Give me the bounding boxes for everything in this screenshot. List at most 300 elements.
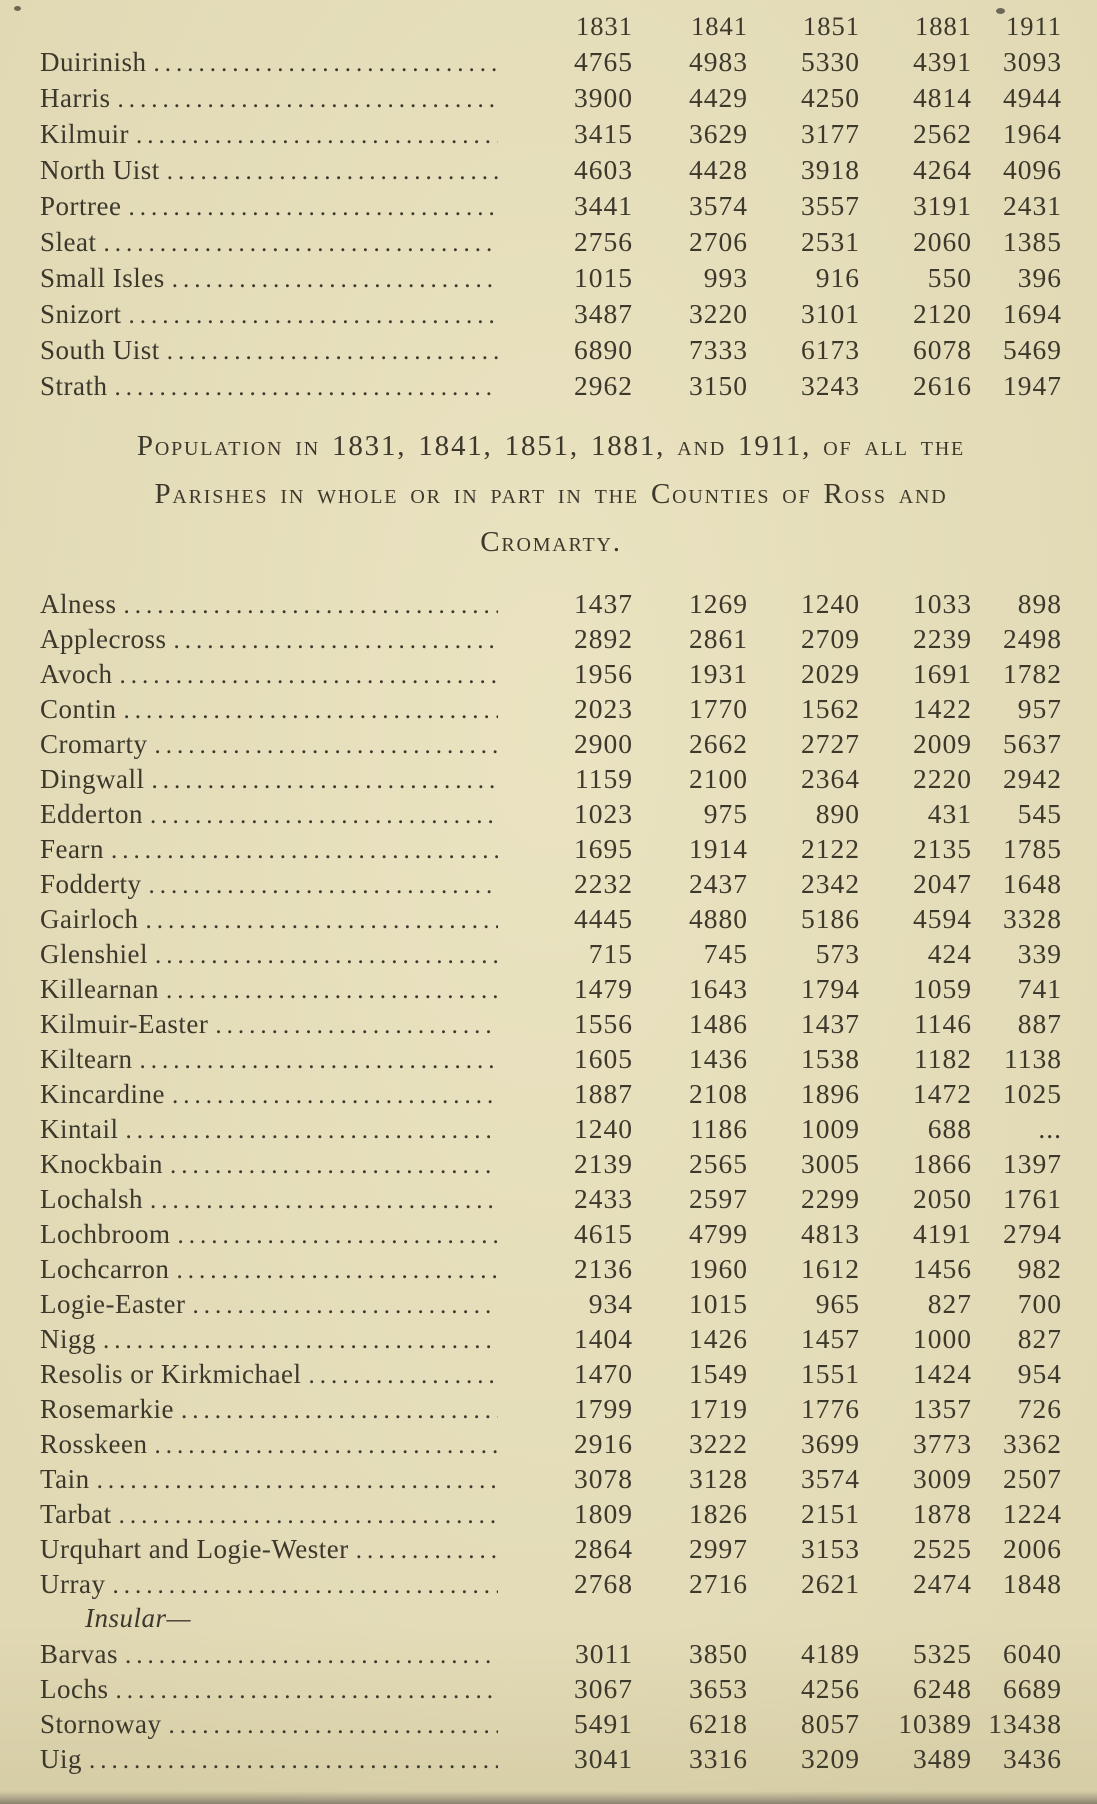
population-value: 4983 (689, 46, 748, 77)
population-value: 1182 (914, 1043, 972, 1074)
dot-leader (112, 657, 498, 693)
dot-leader (349, 1532, 498, 1568)
population-value: 396 (1017, 262, 1062, 293)
population-value: 3328 (1003, 903, 1062, 934)
parish-name-cell (40, 152, 498, 190)
dot-leader (110, 80, 498, 118)
population-value: 1470 (574, 1358, 633, 1389)
parish-name-cell (40, 1742, 498, 1778)
parish-name-cell (40, 1217, 498, 1253)
dot-leader (117, 587, 499, 623)
population-value: 1538 (801, 1043, 860, 1074)
dot-leader (97, 224, 499, 262)
parish-name-cell (40, 832, 498, 868)
population-value: 3005 (801, 1148, 860, 1179)
parish-name: Gairloch (40, 904, 139, 934)
parish-row (40, 691, 1062, 726)
parish-name: Alness (40, 589, 117, 619)
parish-row (40, 1741, 1062, 1776)
parish-name-cell (40, 1042, 498, 1078)
dot-leader (159, 972, 498, 1008)
population-value: 3850 (689, 1638, 748, 1669)
dot-leader (108, 368, 499, 406)
parish-name: Harris (40, 83, 111, 113)
parish-name: Sleat (40, 227, 97, 257)
dot-leader (143, 797, 498, 833)
population-value: 3209 (801, 1743, 860, 1774)
parish-name: Fodderty (40, 869, 142, 899)
population-value: 2050 (913, 1183, 972, 1214)
population-value: 916 (815, 262, 860, 293)
population-value: 6218 (689, 1708, 748, 1739)
parish-row (40, 1006, 1062, 1041)
population-value: 6173 (801, 334, 860, 365)
population-value: 3773 (913, 1428, 972, 1459)
dot-leader (163, 1147, 498, 1183)
parish-name: Nigg (40, 1324, 96, 1354)
population-value: 3041 (574, 1743, 633, 1774)
dot-leader (165, 260, 498, 298)
parish-row (40, 796, 1062, 831)
parish-name: Tarbat (40, 1499, 112, 1529)
year-column-header: 1851 (803, 11, 860, 41)
parish-name: Kintail (40, 1114, 119, 1144)
population-value: 3574 (689, 190, 748, 221)
population-value: 1025 (1003, 1078, 1062, 1109)
population-value: 982 (1017, 1253, 1062, 1284)
parish-name-cell (40, 727, 498, 763)
population-value: 545 (1017, 798, 1062, 829)
parish-row (40, 1146, 1062, 1181)
population-value: 3222 (689, 1428, 748, 1459)
population-value: 2916 (574, 1428, 633, 1459)
parish-row (40, 1391, 1062, 1426)
population-value: 6248 (913, 1673, 972, 1704)
population-value: 2562 (913, 118, 972, 149)
population-value: 2239 (913, 623, 972, 654)
population-value: 4189 (801, 1638, 860, 1669)
parish-name-cell (40, 797, 498, 833)
dot-leader (105, 1567, 498, 1603)
population-value: 827 (1017, 1323, 1062, 1354)
population-value: 3900 (574, 82, 633, 113)
population-value: 2120 (913, 298, 972, 329)
population-value: 2507 (1003, 1463, 1062, 1494)
population-value: 1695 (574, 833, 633, 864)
population-value: 4813 (801, 1218, 860, 1249)
population-value: 3220 (689, 298, 748, 329)
population-value: 2220 (913, 763, 972, 794)
population-value: 2139 (574, 1148, 633, 1179)
population-value: 2525 (913, 1533, 972, 1564)
population-value: 1761 (1003, 1183, 1062, 1214)
population-value: 1424 (913, 1358, 972, 1389)
parish-name-cell (40, 224, 498, 262)
parish-name: Kiltearn (40, 1044, 133, 1074)
population-value: 1457 (801, 1323, 860, 1354)
parish-row (40, 260, 1062, 296)
population-value: 3150 (689, 370, 748, 401)
parish-name-cell (40, 1672, 498, 1708)
population-value: 1472 (913, 1078, 972, 1109)
population-value: 1000 (913, 1323, 972, 1354)
parish-name: South Uist (40, 335, 160, 365)
population-value: 3918 (801, 154, 860, 185)
population-value: 4944 (1003, 82, 1062, 113)
dot-leader (174, 1392, 498, 1428)
year-column-header: 1881 (915, 11, 972, 41)
dot-leader (147, 727, 498, 763)
population-value: 2100 (689, 763, 748, 794)
year-column-header: 1841 (691, 11, 748, 41)
population-value: 3243 (801, 370, 860, 401)
population-value: 1848 (1003, 1568, 1062, 1599)
subheading-label: Insular— (85, 1603, 192, 1633)
parish-name: Avoch (40, 659, 113, 689)
population-value: 957 (1017, 693, 1062, 724)
parish-name: Lochcarron (40, 1254, 170, 1284)
population-value: 3436 (1003, 1743, 1062, 1774)
parish-row (40, 971, 1062, 1006)
population-value: 2861 (689, 623, 748, 654)
population-value: 827 (927, 1288, 972, 1319)
parish-name-cell (40, 1392, 498, 1428)
parish-name: Kincardine (40, 1079, 165, 1109)
population-value: 1605 (574, 1043, 633, 1074)
population-value: 3415 (574, 118, 633, 149)
population-value: 3441 (574, 190, 633, 221)
population-value: 3093 (1003, 46, 1062, 77)
parish-name: Rosskeen (40, 1429, 148, 1459)
parish-row (40, 188, 1062, 224)
population-value: 1770 (689, 693, 748, 724)
parish-name: Contin (40, 694, 117, 724)
population-value: 431 (927, 798, 972, 829)
population-value: 2498 (1003, 623, 1062, 654)
population-value: 1956 (574, 658, 633, 689)
population-value: 6689 (1003, 1673, 1062, 1704)
population-value: 5491 (574, 1708, 633, 1739)
dot-leader (112, 1497, 498, 1533)
parish-name-cell (40, 937, 498, 973)
population-value: 6890 (574, 334, 633, 365)
population-value: 1422 (913, 693, 972, 724)
population-value: 4250 (801, 82, 860, 113)
parish-name-cell (40, 1357, 498, 1393)
parish-row (40, 152, 1062, 188)
population-value: 1776 (801, 1393, 860, 1424)
population-value: 2108 (689, 1078, 748, 1109)
parish-name-cell (40, 1287, 498, 1323)
population-value: 2997 (689, 1533, 748, 1564)
population-value: 1059 (913, 973, 972, 1004)
dot-leader (165, 1077, 498, 1113)
parish-name-cell (40, 587, 498, 623)
population-value: 5330 (801, 46, 860, 77)
year-column-header: 1831 (576, 11, 633, 41)
parish-row (40, 80, 1062, 116)
parish-name-cell (40, 1567, 498, 1603)
parish-name: Applecross (40, 624, 167, 654)
parish-name-cell (40, 1601, 1062, 1636)
population-value: 2864 (574, 1533, 633, 1564)
population-value: 1866 (913, 1148, 972, 1179)
dot-leader (119, 1112, 499, 1148)
population-value: 1719 (689, 1393, 748, 1424)
parish-name-cell (40, 1427, 498, 1463)
parish-name: Strath (40, 371, 108, 401)
population-value: 1896 (801, 1078, 860, 1109)
population-value: 3009 (913, 1463, 972, 1494)
parish-name: Portree (40, 191, 122, 221)
dot-leader (170, 1217, 498, 1253)
population-value: 2431 (1003, 190, 1062, 221)
parish-row (40, 1076, 1062, 1111)
population-value: 4880 (689, 903, 748, 934)
population-value: 1437 (574, 588, 633, 619)
parish-row (40, 761, 1062, 796)
parish-row (40, 1461, 1062, 1496)
parish-name-cell (40, 260, 498, 298)
population-value: 4256 (801, 1673, 860, 1704)
lower-parish-table (40, 586, 1062, 1776)
parish-name: Small Isles (40, 263, 165, 293)
parish-row (40, 1356, 1062, 1391)
parish-name: Stornoway (40, 1709, 162, 1739)
parish-name-cell (40, 657, 498, 693)
parish-name: Uig (40, 1744, 82, 1774)
population-value: 550 (927, 262, 972, 293)
population-value: 4428 (689, 154, 748, 185)
population-value: 2727 (801, 728, 860, 759)
parish-name-cell (40, 188, 498, 226)
parish-row (40, 831, 1062, 866)
dot-leader (160, 152, 498, 190)
population-value: 1404 (574, 1323, 633, 1354)
population-value: 4765 (574, 46, 633, 77)
population-value: 2232 (574, 868, 633, 899)
population-value: 10389 (898, 1708, 972, 1739)
population-value: 1033 (913, 588, 972, 619)
population-value: 1826 (689, 1498, 748, 1529)
dot-leader (122, 296, 499, 334)
population-value: 1694 (1003, 298, 1062, 329)
population-value: 1486 (689, 1008, 748, 1039)
population-value: 4429 (689, 82, 748, 113)
population-value: 1691 (913, 658, 972, 689)
dot-leader (169, 1252, 498, 1288)
parish-name-cell (40, 368, 498, 406)
parish-name: Kilmuir-Easter (40, 1009, 209, 1039)
population-value: 2942 (1003, 763, 1062, 794)
population-value: 2768 (574, 1568, 633, 1599)
population-value: 1809 (574, 1498, 633, 1529)
parish-name-cell (40, 902, 498, 938)
year-column-header: 1911 (1005, 11, 1062, 41)
dot-leader (82, 1742, 498, 1778)
population-value: 1556 (574, 1008, 633, 1039)
section-subheading-row (40, 1601, 1062, 1636)
dot-leader (108, 1672, 498, 1708)
parish-row (40, 1041, 1062, 1076)
page-bottom-scan-edge (0, 1791, 1097, 1804)
population-value: ... (1038, 1113, 1062, 1144)
parish-name: Cromarty (40, 729, 148, 759)
parish-row (40, 1181, 1062, 1216)
population-value: 8057 (801, 1708, 860, 1739)
parish-name-cell (40, 296, 498, 334)
parish-row (40, 1566, 1062, 1601)
parish-name-cell (40, 1637, 498, 1673)
parish-row (40, 1531, 1062, 1566)
dot-leader (185, 1287, 498, 1323)
dot-leader (142, 867, 499, 903)
population-value: 573 (815, 938, 860, 969)
population-value: 4264 (913, 154, 972, 185)
population-value: 3574 (801, 1463, 860, 1494)
population-value: 1551 (801, 1358, 860, 1389)
dot-leader (129, 116, 498, 154)
population-value: 1224 (1003, 1498, 1062, 1529)
parish-name-cell (40, 1462, 498, 1498)
upper-table-body (40, 44, 1062, 404)
population-value: 3153 (801, 1533, 860, 1564)
caption-line: Parishes in whole or in part in the Counties of Ross and (154, 478, 948, 510)
population-value: 1240 (801, 588, 860, 619)
caption-line: Cromarty. (480, 526, 622, 558)
population-value: 3128 (689, 1463, 748, 1494)
population-value: 5637 (1003, 728, 1062, 759)
parish-row (40, 1671, 1062, 1706)
parish-name: Snizort (40, 299, 122, 329)
population-value: 3487 (574, 298, 633, 329)
parish-row (40, 621, 1062, 656)
population-value: 1436 (689, 1043, 748, 1074)
dot-leader (118, 1637, 498, 1673)
population-value: 13438 (988, 1708, 1062, 1739)
caption-line: Population in 1831, 1841, 1851, 1881, and 1911, of all the (136, 430, 966, 462)
population-value: 3653 (689, 1673, 748, 1704)
dot-leader (145, 762, 499, 798)
population-value: 7333 (689, 334, 748, 365)
parish-name-cell (40, 622, 498, 658)
population-value: 715 (588, 938, 633, 969)
population-value: 2151 (801, 1498, 860, 1529)
scan-speck (996, 8, 1005, 14)
population-value: 688 (927, 1113, 972, 1144)
population-value: 4799 (689, 1218, 748, 1249)
population-value: 2023 (574, 693, 633, 724)
population-value: 2616 (913, 370, 972, 401)
parish-name-cell (40, 1252, 498, 1288)
parish-name-cell (40, 1532, 498, 1568)
dot-leader (117, 692, 498, 728)
population-value: 4615 (574, 1218, 633, 1249)
parish-name-cell (40, 332, 498, 370)
parish-row (40, 1111, 1062, 1146)
population-value: 1015 (689, 1288, 748, 1319)
dot-leader (96, 1322, 498, 1358)
population-value: 1794 (801, 973, 860, 1004)
population-value: 2136 (574, 1253, 633, 1284)
population-value: 1648 (1003, 868, 1062, 899)
population-value: 1782 (1003, 658, 1062, 689)
parish-row (40, 368, 1062, 404)
population-value: 2794 (1003, 1218, 1062, 1249)
population-value: 2342 (801, 868, 860, 899)
population-value: 1186 (690, 1113, 748, 1144)
parish-name: Rosemarkie (40, 1394, 174, 1424)
parish-row (40, 1496, 1062, 1531)
population-value: 1009 (801, 1113, 860, 1144)
parish-name: Knockbain (40, 1149, 163, 1179)
parish-row (40, 901, 1062, 936)
population-value: 3699 (801, 1428, 860, 1459)
dot-leader (148, 937, 498, 973)
dot-leader (90, 1462, 498, 1498)
population-value: 975 (703, 798, 748, 829)
population-value: 1914 (689, 833, 748, 864)
population-value: 2597 (689, 1183, 748, 1214)
parish-row (40, 332, 1062, 368)
population-value: 339 (1017, 938, 1062, 969)
population-value: 424 (927, 938, 972, 969)
population-value: 726 (1017, 1393, 1062, 1424)
population-value: 1240 (574, 1113, 633, 1144)
parish-name: Kilmuir (40, 119, 129, 149)
parish-name: Glenshiel (40, 939, 148, 969)
population-value: 4814 (913, 82, 972, 113)
dot-leader (121, 188, 498, 226)
population-value: 1397 (1003, 1148, 1062, 1179)
population-value: 2029 (801, 658, 860, 689)
parish-row (40, 1216, 1062, 1251)
population-value: 1426 (689, 1323, 748, 1354)
population-value: 745 (703, 938, 748, 969)
dot-leader (162, 1707, 499, 1743)
parish-name: Logie-Easter (40, 1289, 186, 1319)
population-value: 887 (1017, 1008, 1062, 1039)
population-value: 3557 (801, 190, 860, 221)
parish-name-cell (40, 1497, 498, 1533)
parish-row (40, 866, 1062, 901)
population-value: 1357 (913, 1393, 972, 1424)
parish-row (40, 936, 1062, 971)
population-value: 3011 (575, 1638, 633, 1669)
dot-leader (147, 44, 498, 82)
population-value: 2437 (689, 868, 748, 899)
population-value: 2060 (913, 226, 972, 257)
parish-name-cell (40, 762, 498, 798)
population-value: 4191 (913, 1218, 972, 1249)
population-value: 6040 (1003, 1638, 1062, 1669)
population-value: 2531 (801, 226, 860, 257)
parish-name-cell (40, 44, 498, 82)
population-value: 1931 (689, 658, 748, 689)
parish-name: Dingwall (40, 764, 145, 794)
population-value: 1947 (1003, 370, 1062, 401)
parish-row (40, 1706, 1062, 1741)
lower-table-body (40, 586, 1062, 1776)
population-value: 6078 (913, 334, 972, 365)
parish-name: Duirinish (40, 47, 147, 77)
population-value: 2716 (689, 1568, 748, 1599)
population-value: 934 (588, 1288, 633, 1319)
population-value: 3629 (689, 118, 748, 149)
population-value: 1456 (913, 1253, 972, 1284)
parish-row (40, 1251, 1062, 1286)
population-value: 1479 (574, 973, 633, 1004)
